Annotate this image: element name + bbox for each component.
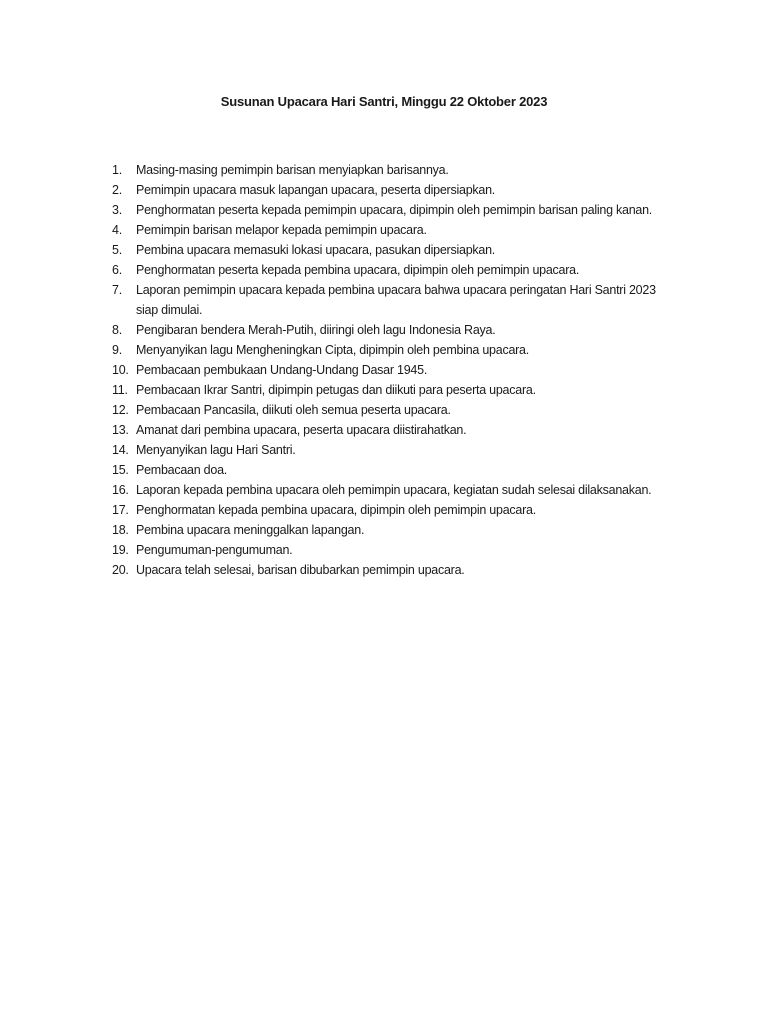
- list-item-text: Pengumuman-pengumuman.: [136, 543, 293, 557]
- list-item-text: Pembina upacara meninggalkan lapangan.: [136, 523, 365, 537]
- list-item-number: 15.: [112, 463, 129, 477]
- list-item-text: Penghormatan peserta kepada pemimpin upacara, dipimpin oleh pemimpin barisan paling kanan.: [136, 203, 653, 217]
- list-item-text: Menyanyikan lagu Mengheningkan Cipta, dipimpin oleh pembina upacara.: [136, 343, 529, 357]
- list-item: [108, 360, 698, 380]
- list-item: [108, 340, 698, 360]
- list-item: [108, 160, 698, 180]
- list-item: [108, 440, 698, 460]
- list-item-number: 9.: [112, 343, 122, 357]
- list-item: [108, 180, 698, 200]
- list-item: [108, 320, 698, 340]
- list-item: [108, 260, 698, 280]
- list-item-number: 11.: [112, 383, 128, 397]
- list-item-text: Laporan kepada pembina upacara oleh pemimpin upacara, kegiatan sudah selesai dilaksanakan.: [136, 483, 652, 497]
- list-item-number: 13.: [112, 423, 129, 437]
- list-item-text: Masing-masing pemimpin barisan menyiapkan barisannya.: [136, 163, 449, 177]
- list-item-text: Pembacaan Ikrar Santri, dipimpin petugas dan diikuti para peserta upacara.: [136, 383, 536, 397]
- list-item: [108, 560, 698, 580]
- list-item-text: Pengibaran bendera Merah-Putih, diiringi oleh lagu Indonesia Raya.: [136, 323, 496, 337]
- list-item-number: 10.: [112, 363, 129, 377]
- list-item-number: 18.: [112, 523, 129, 537]
- list-item: [108, 420, 698, 440]
- list-item-number: 6.: [112, 263, 122, 277]
- list-item-number: 17.: [112, 503, 129, 517]
- list-item: [108, 280, 698, 320]
- list-item-number: 5.: [112, 243, 122, 257]
- list-item: [108, 220, 698, 240]
- list-item-text: Upacara telah selesai, barisan dibubarkan pemimpin upacara.: [136, 563, 465, 577]
- list-item-number: 2.: [112, 183, 122, 197]
- list-item-text: Laporan pemimpin upacara kepada pembina upacara bahwa upacara peringatan Hari Santri 2023 siap dimulai.: [136, 283, 656, 317]
- list-item-number: 8.: [112, 323, 122, 337]
- list-item: [108, 380, 698, 400]
- list-item-number: 12.: [112, 403, 129, 417]
- list-item-text: Penghormatan kepada pembina upacara, dipimpin oleh pemimpin upacara.: [136, 503, 536, 517]
- list-item-number: 19.: [112, 543, 129, 557]
- ceremony-steps-list: [108, 160, 698, 580]
- list-item-number: 20.: [112, 563, 129, 577]
- list-item-text: Amanat dari pembina upacara, peserta upacara diistirahatkan.: [136, 423, 467, 437]
- list-item: [108, 460, 698, 480]
- list-item-text: Pemimpin barisan melapor kepada pemimpin upacara.: [136, 223, 427, 237]
- list-item: [108, 480, 698, 500]
- list-item-number: 14.: [112, 443, 129, 457]
- list-item: [108, 200, 698, 220]
- list-item: [108, 240, 698, 260]
- list-item-text: Menyanyikan lagu Hari Santri.: [136, 443, 296, 457]
- list-item-text: Pembacaan doa.: [136, 463, 228, 477]
- list-item-text: Pembacaan pembukaan Undang-Undang Dasar 1945.: [136, 363, 428, 377]
- list-item-text: Penghormatan peserta kepada pembina upacara, dipimpin oleh pemimpin upacara.: [136, 263, 580, 277]
- list-item-number: 3.: [112, 203, 122, 217]
- list-item-number: 7.: [112, 283, 122, 297]
- list-item-text: Pembacaan Pancasila, diikuti oleh semua peserta upacara.: [136, 403, 451, 417]
- list-item-text: Pemimpin upacara masuk lapangan upacara, peserta dipersiapkan.: [136, 183, 496, 197]
- list-item: [108, 400, 698, 420]
- list-item: [108, 540, 698, 560]
- list-item-text: Pembina upacara memasuki lokasi upacara, pasukan dipersiapkan.: [136, 243, 496, 257]
- document-title: Susunan Upacara Hari Santri, Minggu 22 Oktober 2023: [220, 94, 548, 109]
- list-item-number: 1.: [112, 163, 122, 177]
- list-item-number: 16.: [112, 483, 129, 497]
- list-item: [108, 520, 698, 540]
- list-item-number: 4.: [112, 223, 122, 237]
- list-item: [108, 500, 698, 520]
